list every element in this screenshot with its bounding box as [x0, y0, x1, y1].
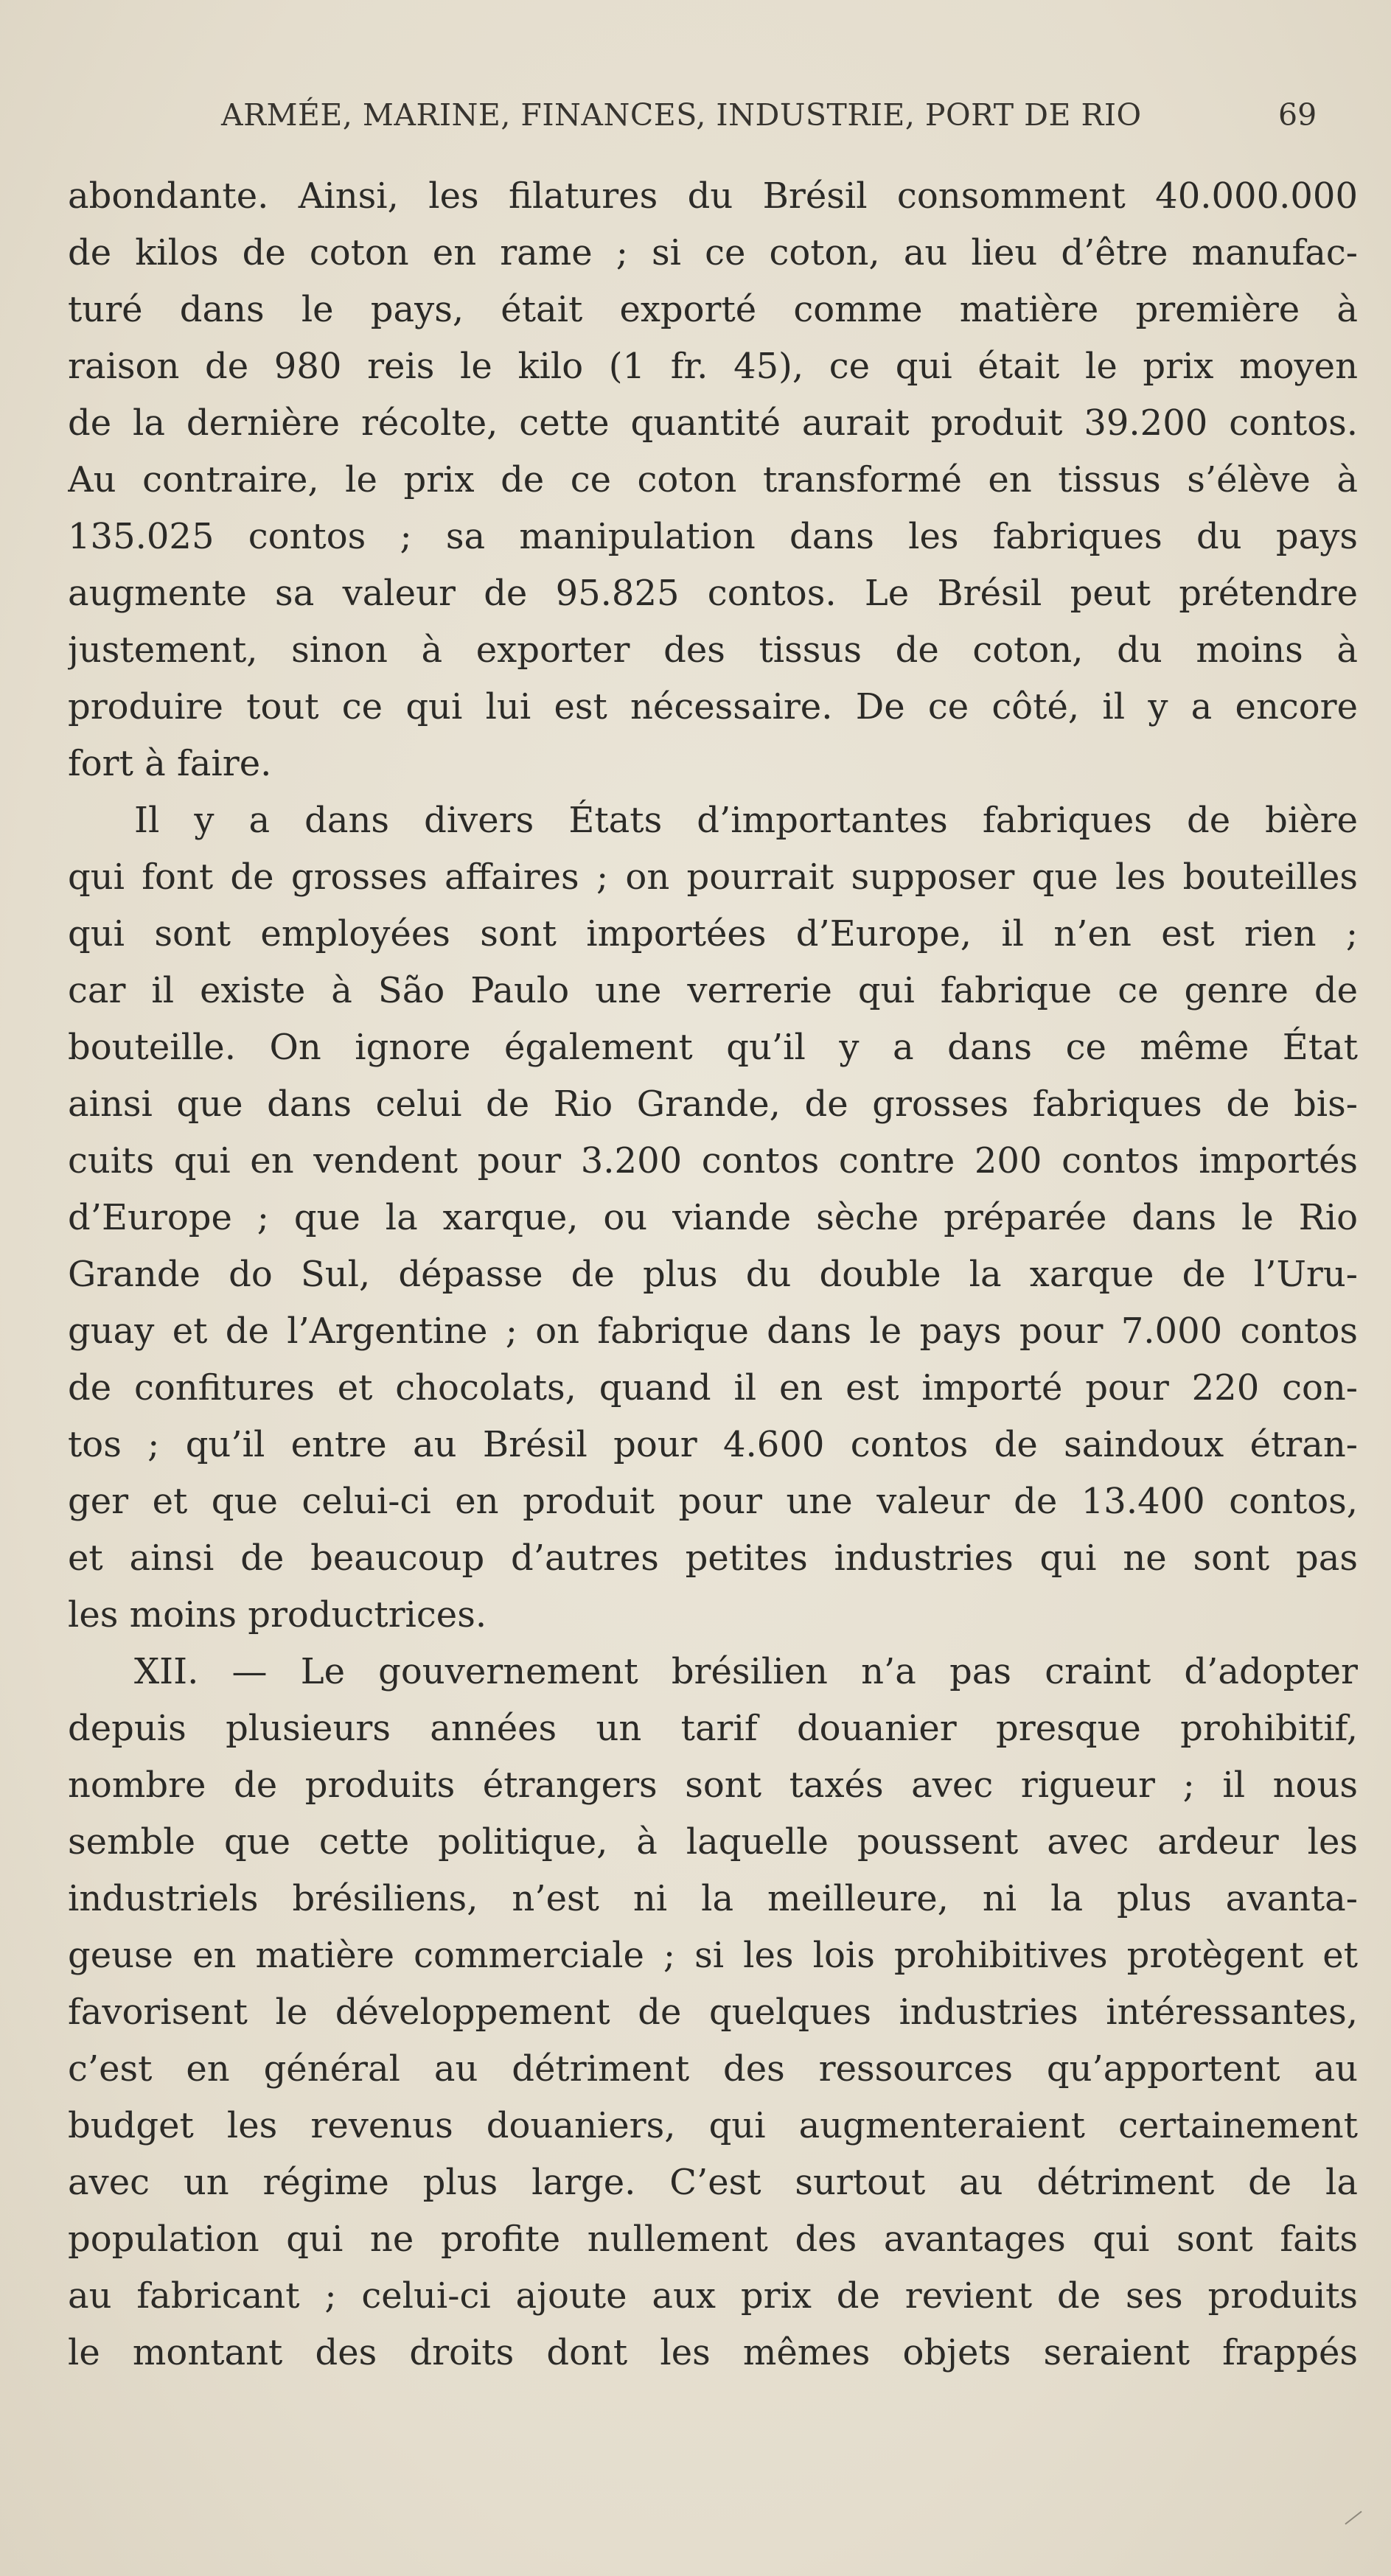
text-line: fort à faire.: [68, 743, 272, 784]
text-line: favorisent le développement de quelques industries intéressantes,: [68, 1992, 1358, 2033]
text-line: avec un régime plus large. C’est surtout au détriment de la: [68, 2162, 1358, 2203]
text-line: Il y a dans divers États d’importantes fabriques de bière: [134, 800, 1358, 841]
text-line: XII. — Le gouvernement brésilien n’a pas craint d’adopter: [134, 1651, 1358, 1692]
paragraph-filatures: [68, 168, 1358, 792]
text-line: justement, sinon à exporter des tissus de coton, du moins à: [68, 629, 1358, 671]
text-line: geuse en matière commerciale ; si les lois prohibitives protègent et: [68, 1935, 1358, 1976]
text-line: tos ; qu’il entre au Brésil pour 4.600 contos de saindoux étran-: [68, 1424, 1358, 1465]
text-line: Au contraire, le prix de ce coton transformé en tissus s’élève à: [68, 459, 1358, 500]
text-line: de confitures et chocolats, quand il en est importé pour 220 con-: [68, 1367, 1358, 1409]
text-line: produire tout ce qui lui est nécessaire. De ce côté, il y a encore: [68, 686, 1358, 727]
text-line: qui font de grosses affaires ; on pourrait supposer que les bouteilles: [68, 856, 1358, 898]
text-line: augmente sa valeur de 95.825 contos. Le Brésil peut prétendre: [68, 573, 1358, 614]
text-line: industriels brésiliens, n’est ni la meilleure, ni la plus avanta-: [68, 1878, 1358, 1919]
text-line: d’Europe ; que la xarque, ou viande sèche préparée dans le Rio: [68, 1197, 1358, 1238]
text-line: de la dernière récolte, cette quantité aurait produit 39.200 contos.: [68, 402, 1358, 444]
paragraph-fabriques: [68, 792, 1358, 1644]
text-line: 135.025 contos ; sa manipulation dans les fabriques du pays: [68, 516, 1358, 557]
text-line: nombre de produits étrangers sont taxés avec rigueur ; il nous: [68, 1765, 1358, 1806]
text-line: c’est en général au détriment des ressources qu’apportent au: [68, 2048, 1358, 2090]
text-line: ainsi que dans celui de Rio Grande, de grosses fabriques de bis-: [68, 1083, 1358, 1125]
text-line: abondante. Ainsi, les filatures du Brésil consomment 40.000.000: [68, 175, 1358, 217]
text-line: raison de 980 reis le kilo (1 fr. 45), ce qui était le prix moyen: [68, 346, 1358, 387]
text-line: cuits qui en vendent pour 3.200 contos contre 200 contos importés: [68, 1140, 1358, 1181]
body-text: [68, 168, 1358, 2381]
text-line: guay et de l’Argentine ; on fabrique dans le pays pour 7.000 contos: [68, 1310, 1358, 1352]
text-line: de kilos de coton en rame ; si ce coton, au lieu d’être manufac-: [68, 232, 1358, 273]
text-line: budget les revenus douaniers, qui augmenteraient certainement: [68, 2105, 1358, 2146]
text-line: Grande do Sul, dépasse de plus du double la xarque de l’Uru-: [68, 1254, 1358, 1295]
paragraph-section-xii: [68, 1644, 1358, 2381]
text-line: car il existe à São Paulo une verrerie qui fabrique ce genre de: [68, 970, 1358, 1011]
text-line: semble que cette politique, à laquelle poussent avec ardeur les: [68, 1821, 1358, 1863]
text-line: le montant des droits dont les mêmes objets seraient frappés: [68, 2332, 1358, 2373]
text-line: au fabricant ; celui-ci ajoute aux prix de revient de ses produits: [68, 2275, 1358, 2317]
text-line: population qui ne profite nullement des avantages qui sont faits: [68, 2219, 1358, 2260]
pencil-mark: [1345, 2511, 1362, 2525]
text-line: ger et que celui-ci en produit pour une valeur de 13.400 contos,: [68, 1481, 1358, 1522]
page-number: 69: [1278, 97, 1317, 133]
running-title: ARMÉE, MARINE, FINANCES, INDUSTRIE, PORT DE RIO: [221, 97, 1142, 133]
text-line: qui sont employées sont importées d’Europe, il n’en est rien ;: [68, 913, 1358, 954]
text-line: depuis plusieurs années un tarif douanier presque prohibitif,: [68, 1708, 1358, 1749]
text-line: les moins productrices.: [68, 1594, 487, 1636]
text-line: bouteille. On ignore également qu’il y a dans ce même État: [68, 1027, 1358, 1068]
text-line: et ainsi de beaucoup d’autres petites industries qui ne sont pas: [68, 1537, 1358, 1579]
text-line: turé dans le pays, était exporté comme matière première à: [68, 289, 1358, 330]
